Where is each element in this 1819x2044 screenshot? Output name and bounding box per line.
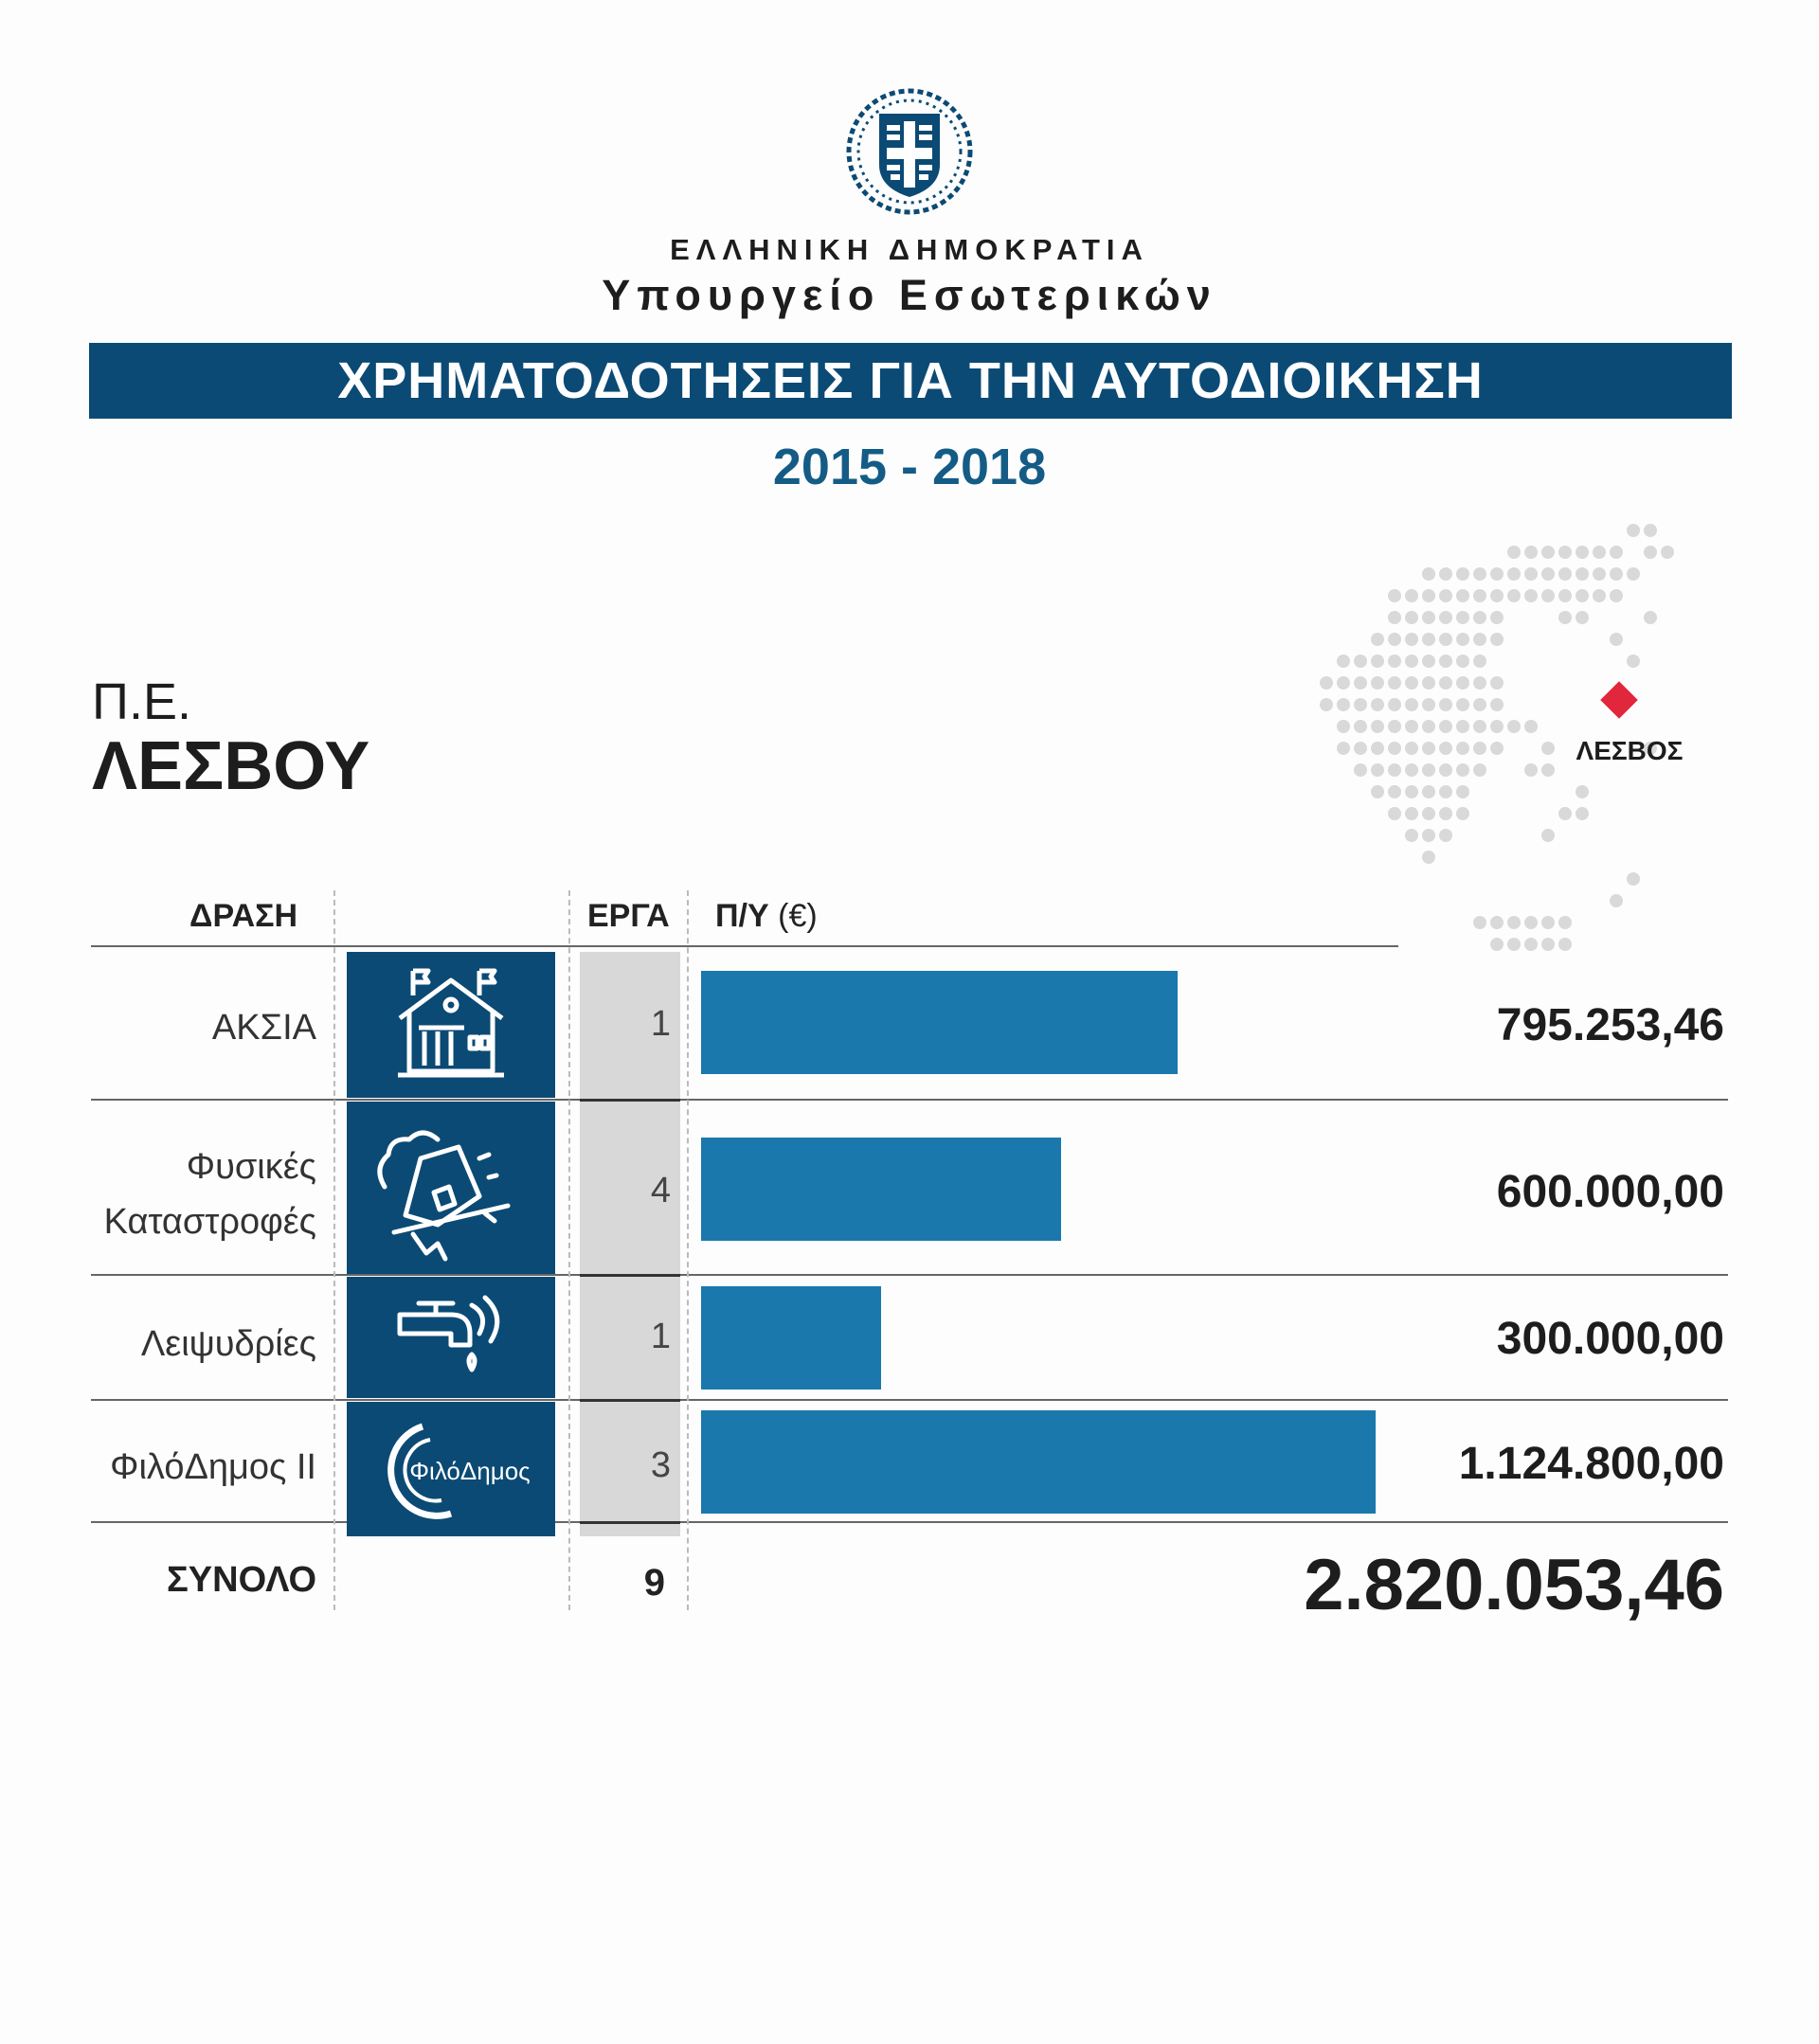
map-dot	[1405, 654, 1418, 668]
row-label: ΦιλόΔημος II	[110, 1447, 316, 1487]
map-dot	[1388, 742, 1401, 755]
map-dot	[1473, 611, 1486, 624]
map-dot	[1473, 633, 1486, 646]
map-dot	[1320, 676, 1333, 690]
map-dot	[1456, 676, 1469, 690]
map-dot	[1507, 916, 1521, 929]
map-dot	[1490, 742, 1504, 755]
map-dot	[1490, 589, 1504, 602]
map-dot	[1558, 546, 1572, 559]
map-dot	[1422, 851, 1435, 864]
map-dot	[1456, 589, 1469, 602]
map-dot	[1473, 676, 1486, 690]
map-dot	[1422, 611, 1435, 624]
map-dot	[1610, 589, 1623, 602]
map-dot	[1337, 698, 1350, 711]
map-dot	[1507, 720, 1521, 733]
map-dot	[1439, 567, 1452, 581]
map-dot	[1422, 720, 1435, 733]
map-dot	[1439, 763, 1452, 777]
total-projects: 9	[643, 1562, 665, 1604]
map-dot	[1576, 567, 1589, 581]
map-dot	[1405, 698, 1418, 711]
map-dot	[1456, 698, 1469, 711]
map-dot	[1439, 807, 1452, 820]
map-dot	[1490, 633, 1504, 646]
map-dot	[1439, 611, 1452, 624]
map-dot	[1490, 938, 1504, 951]
ministry-title: Υπουργείο Εσωτερικών	[602, 271, 1217, 319]
map-dot	[1388, 611, 1401, 624]
map-dot	[1524, 763, 1538, 777]
map-dot	[1405, 742, 1418, 755]
map-dot	[1507, 567, 1521, 581]
map-dot	[1456, 742, 1469, 755]
row-divider	[91, 1399, 1728, 1401]
map-dot	[1354, 676, 1367, 690]
map-dot	[1541, 916, 1555, 929]
row-projects: 1	[650, 1317, 671, 1356]
map-dot	[1473, 698, 1486, 711]
map-dot	[1354, 698, 1367, 711]
projects-divider	[580, 1099, 680, 1102]
map-dot	[1405, 763, 1418, 777]
map-dot	[1422, 807, 1435, 820]
map-dot	[1422, 633, 1435, 646]
map-dot	[1456, 807, 1469, 820]
greek-emblem-icon	[843, 85, 976, 218]
row-label: Λειψυδρίες	[140, 1324, 316, 1364]
map-dot	[1371, 720, 1384, 733]
budget-bar	[701, 1410, 1376, 1514]
map-dot	[1490, 916, 1504, 929]
map-dot	[1439, 720, 1452, 733]
map-dot	[1627, 524, 1640, 537]
map-dot	[1473, 742, 1486, 755]
map-dot	[1439, 654, 1452, 668]
map-dot	[1610, 567, 1623, 581]
map-dot	[1661, 546, 1674, 559]
map-dot	[1388, 676, 1401, 690]
filodimos-logo-text: ΦιλόΔημος	[409, 1457, 531, 1485]
projects-divider	[580, 1399, 680, 1402]
funding-banner: ΧΡΗΜΑΤΟΔΟΤΗΣΕΙΣ ΓΙΑ ΤΗΝ ΑΥΤΟΔΙΟΙΚΗΣΗ	[89, 343, 1732, 419]
map-dot	[1456, 785, 1469, 798]
map-dot	[1576, 785, 1589, 798]
map-dot	[1558, 916, 1572, 929]
lesvos-marker-icon	[1600, 681, 1638, 719]
column-header-action: ΔΡΑΣΗ	[189, 898, 298, 934]
lesvos-map-label: ΛΕΣΒΟΣ	[1576, 736, 1684, 765]
filodimos-logo-icon	[347, 1402, 555, 1536]
map-dot	[1524, 567, 1538, 581]
map-dot	[1524, 546, 1538, 559]
row-divider	[91, 1521, 1728, 1523]
map-dot	[1439, 633, 1452, 646]
map-dot	[1644, 546, 1657, 559]
map-dot	[1610, 894, 1623, 907]
row-amount: 795.253,46	[1496, 1000, 1724, 1050]
map-dot	[1541, 546, 1555, 559]
row-divider	[91, 1099, 1728, 1101]
map-dot	[1371, 633, 1384, 646]
map-dot	[1507, 938, 1521, 951]
map-dot	[1405, 720, 1418, 733]
map-dot	[1354, 763, 1367, 777]
budget-bar	[701, 1286, 881, 1390]
row-label-line-part: Καταστροφές	[103, 1202, 316, 1242]
map-dot	[1371, 676, 1384, 690]
map-dot	[1439, 785, 1452, 798]
map-dot	[1354, 654, 1367, 668]
map-dot	[1558, 567, 1572, 581]
map-dot	[1439, 742, 1452, 755]
map-dot	[1337, 742, 1350, 755]
map-dot	[1524, 589, 1538, 602]
projects-divider	[580, 1521, 680, 1524]
map-dot	[1558, 589, 1572, 602]
row-label: ΑΚΣΙΑ	[211, 1008, 316, 1048]
map-dot	[1439, 698, 1452, 711]
map-dot	[1388, 720, 1401, 733]
map-dot	[1388, 763, 1401, 777]
map-dot	[1422, 698, 1435, 711]
map-dot	[1524, 720, 1538, 733]
greece-dot-map	[1270, 511, 1684, 985]
map-dot	[1405, 633, 1418, 646]
map-dot	[1490, 611, 1504, 624]
map-dot	[1644, 524, 1657, 537]
map-dot	[1456, 611, 1469, 624]
region-prefix: Π.Ε.	[92, 673, 192, 730]
map-dot	[1456, 567, 1469, 581]
map-dot	[1422, 742, 1435, 755]
map-dot	[1371, 654, 1384, 668]
map-dot	[1558, 611, 1572, 624]
row-label-line-part: Φυσικές	[186, 1147, 316, 1187]
map-dot	[1388, 698, 1401, 711]
map-dot	[1610, 633, 1623, 646]
map-dot	[1422, 676, 1435, 690]
map-dot	[1541, 829, 1555, 842]
row-projects: 3	[650, 1445, 671, 1485]
map-dot	[1388, 654, 1401, 668]
map-dot	[1337, 676, 1350, 690]
map-dot	[1405, 829, 1418, 842]
period-title: 2015 - 2018	[772, 439, 1047, 495]
map-dot	[1610, 546, 1623, 559]
map-dot	[1576, 589, 1589, 602]
map-dot	[1473, 720, 1486, 733]
map-dot	[1456, 633, 1469, 646]
header-rule	[91, 945, 1398, 947]
map-dot	[1405, 807, 1418, 820]
map-dot	[1456, 654, 1469, 668]
town-hall-icon	[347, 952, 555, 1098]
map-dot	[1576, 611, 1589, 624]
map-dot	[1456, 720, 1469, 733]
map-dot	[1371, 785, 1384, 798]
map-dot	[1473, 589, 1486, 602]
map-dot	[1456, 763, 1469, 777]
map-dot	[1490, 676, 1504, 690]
column-separator	[687, 890, 689, 1610]
column-separator	[568, 890, 570, 1610]
map-dot	[1354, 742, 1367, 755]
map-dot	[1388, 589, 1401, 602]
row-amount: 600.000,00	[1496, 1167, 1724, 1217]
map-dot	[1439, 829, 1452, 842]
map-dot	[1558, 938, 1572, 951]
total-amount: 2.820.053,46	[1304, 1545, 1724, 1625]
row-projects: 4	[650, 1171, 671, 1210]
map-dot	[1422, 785, 1435, 798]
map-dot	[1593, 589, 1606, 602]
map-dot	[1371, 763, 1384, 777]
map-dot	[1507, 546, 1521, 559]
map-dot	[1558, 807, 1572, 820]
map-dot	[1388, 807, 1401, 820]
map-dot	[1541, 567, 1555, 581]
map-dot	[1371, 698, 1384, 711]
map-dot	[1541, 938, 1555, 951]
budget-bar	[701, 971, 1178, 1074]
map-dot	[1439, 589, 1452, 602]
budget-label: Π/Υ	[715, 898, 769, 934]
map-dot	[1541, 763, 1555, 777]
column-header-projects: ΕΡΓΑ	[587, 898, 670, 934]
map-dot	[1405, 611, 1418, 624]
map-dot	[1320, 698, 1333, 711]
column-separator	[333, 890, 335, 1610]
republic-title: ΕΛΛΗΝΙΚΗ ΔΗΜΟΚΡΑΤΙΑ	[670, 233, 1149, 266]
map-dot	[1388, 633, 1401, 646]
row-projects: 1	[650, 1004, 671, 1044]
map-dot	[1593, 546, 1606, 559]
map-dot	[1473, 916, 1486, 929]
map-dot	[1576, 546, 1589, 559]
budget-unit: (€)	[778, 898, 818, 934]
region-name: ΛΕΣΒΟΥ	[92, 728, 370, 804]
map-dot	[1473, 654, 1486, 668]
map-dot	[1354, 720, 1367, 733]
map-dot	[1473, 567, 1486, 581]
budget-bar	[701, 1138, 1061, 1241]
map-dot	[1337, 720, 1350, 733]
map-dot	[1388, 785, 1401, 798]
map-dot	[1541, 589, 1555, 602]
map-dot	[1524, 938, 1538, 951]
map-dot	[1371, 742, 1384, 755]
map-dot	[1593, 567, 1606, 581]
projects-divider	[580, 1274, 680, 1277]
map-dot	[1405, 785, 1418, 798]
map-dot	[1422, 567, 1435, 581]
row-label	[85, 1139, 316, 1249]
map-dot	[1473, 763, 1486, 777]
map-dot	[1422, 654, 1435, 668]
row-label-line	[85, 1139, 316, 1249]
map-dot	[1422, 829, 1435, 842]
map-dot	[1422, 589, 1435, 602]
map-dot	[1405, 589, 1418, 602]
natural-disaster-icon	[347, 1102, 555, 1274]
map-dot	[1644, 611, 1657, 624]
map-dot	[1490, 720, 1504, 733]
map-dot	[1337, 654, 1350, 668]
map-dot	[1627, 872, 1640, 886]
map-dot	[1524, 916, 1538, 929]
column-header-budget	[715, 898, 818, 935]
map-dot	[1490, 698, 1504, 711]
map-dot	[1627, 567, 1640, 581]
row-amount: 1.124.800,00	[1458, 1439, 1724, 1489]
total-label: ΣΥΝΟΛΟ	[166, 1560, 316, 1600]
map-dot	[1507, 589, 1521, 602]
map-dot	[1422, 763, 1435, 777]
map-dot	[1490, 567, 1504, 581]
row-divider	[91, 1274, 1728, 1276]
water-tap-icon	[347, 1277, 555, 1398]
map-dot	[1405, 676, 1418, 690]
map-dot	[1627, 654, 1640, 668]
map-dot	[1439, 676, 1452, 690]
map-dot	[1576, 807, 1589, 820]
row-amount: 300.000,00	[1496, 1314, 1724, 1364]
map-dot	[1541, 742, 1555, 755]
